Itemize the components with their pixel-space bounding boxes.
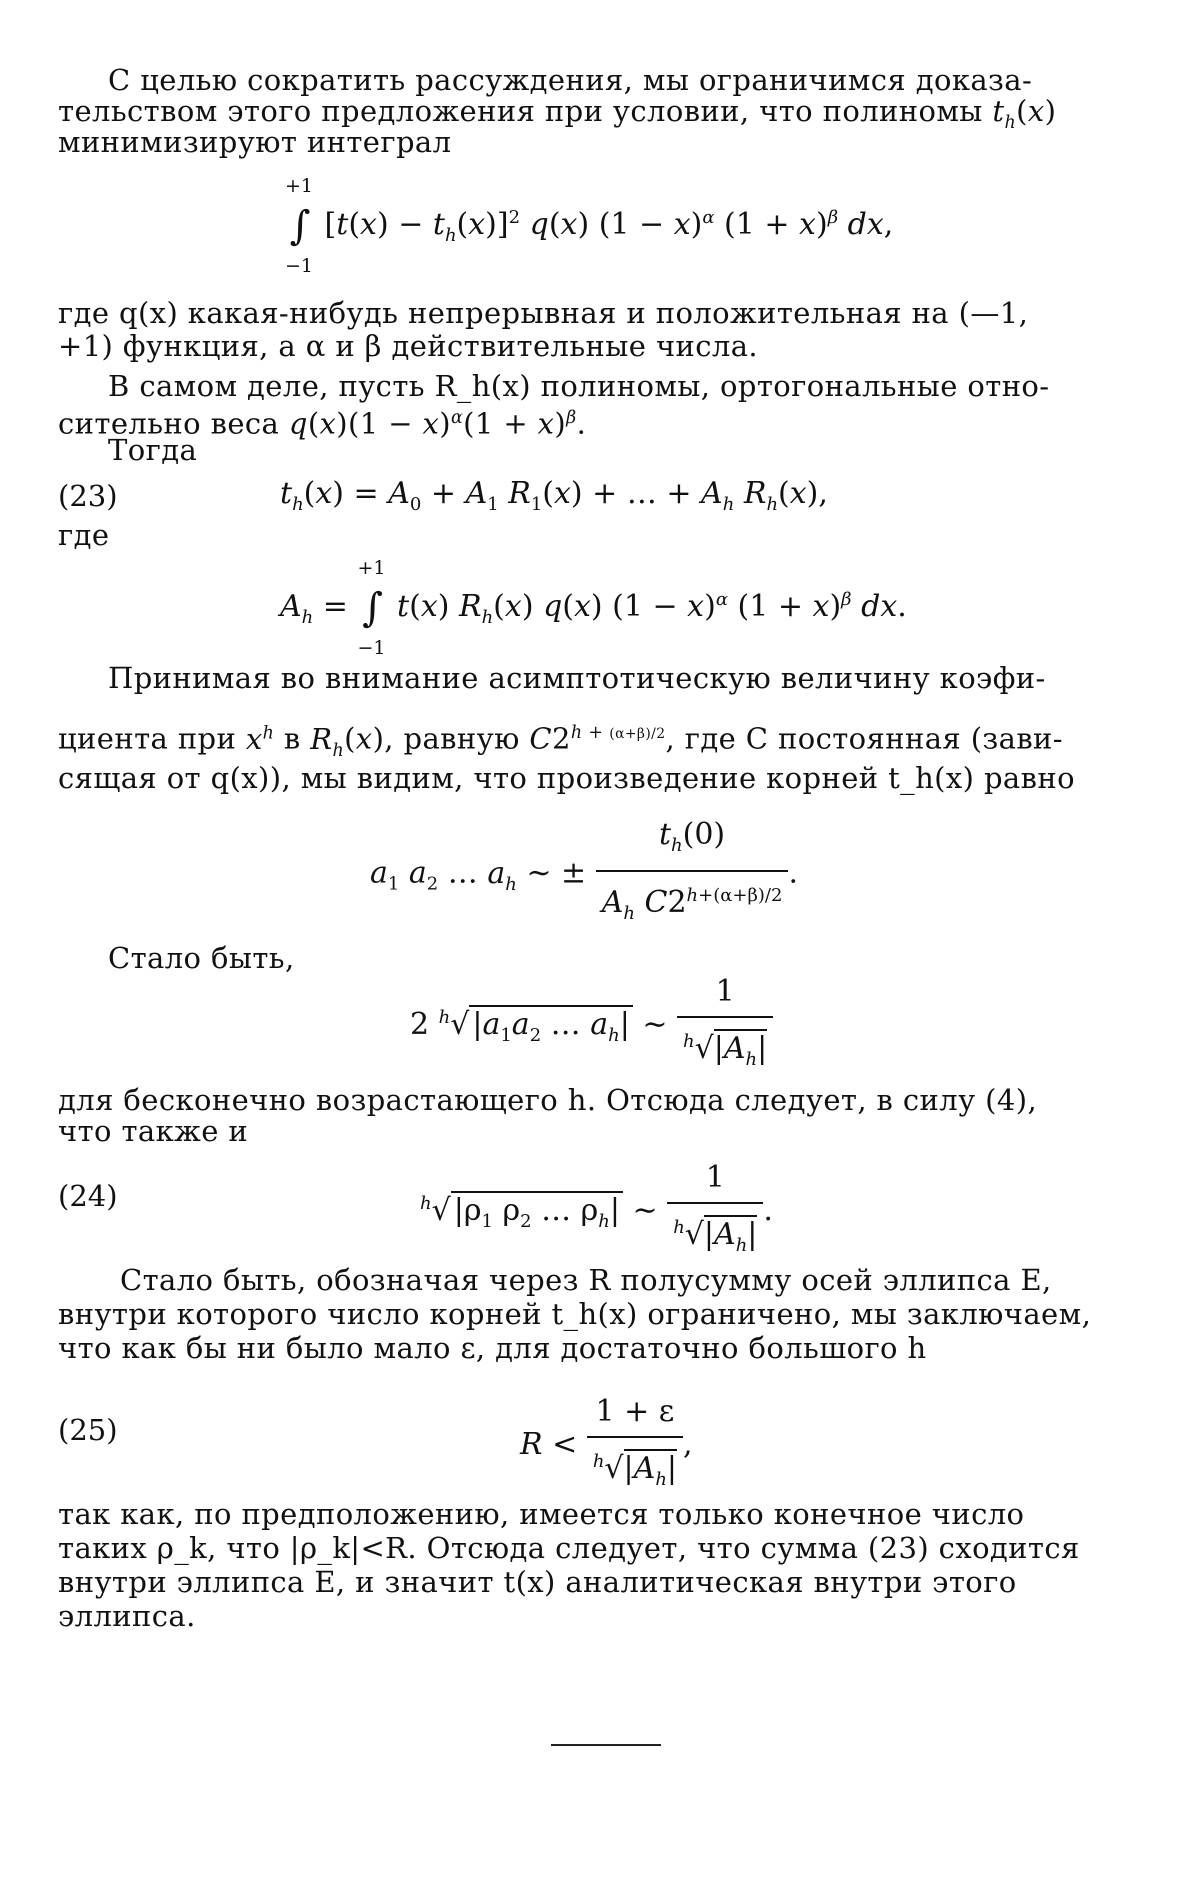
- equation-number: (23): [58, 479, 118, 513]
- text-line: для бесконечно возрастающего h. Отсюда следует, в силу (4),: [58, 1083, 1038, 1117]
- equation-23: $t_h(x) = A_0 + A_1$ $R_1(x)$ + … + $A_h$ $R_h(x)$,: [280, 476, 828, 515]
- root-formula: 2 $^h$√ $|a_1a_2$ … $a_h|$ ∼ $\frac{1}{^h√|A_h|}$: [410, 972, 773, 1080]
- text-line: так как, по предположению, имеется только конечное число: [58, 1497, 1025, 1531]
- equation-number: (25): [58, 1413, 118, 1447]
- integral-formula: +1 ∫ −1 $[t(x) - t_h(x)]^2$ q(x) $(1 - x)^\alpha$ $(1 + x)^\beta$ dx,: [285, 175, 894, 277]
- text-line: где: [58, 518, 110, 552]
- text-line: +1) функция, а α и β действительные числа.: [58, 329, 759, 363]
- text-line: С целью сократить рассуждения, мы ограничимся доказа-: [108, 63, 1033, 97]
- text-line: Стало быть, обозначая через R полусумму осей эллипса E,: [120, 1263, 1052, 1297]
- text-line: сительно веса $q(x)(1 - x)^\alpha(1 + x)^\beta$.: [58, 406, 587, 441]
- text-line: что как бы ни было мало ε, для достаточно большого h: [58, 1331, 927, 1365]
- text-line: где q(x) какая-нибудь непрерывная и положительная на (—1,: [58, 296, 1029, 330]
- text-line: внутри которого число корней t_h(x) ограничено, мы заключаем,: [58, 1297, 1092, 1331]
- section-divider: [551, 1744, 661, 1746]
- text-line: сящая от q(x)), мы видим, что произведение корней t_h(x) равно: [58, 761, 1075, 795]
- text-line: внутри эллипса E, и значит t(x) аналитическая внутри этого: [58, 1565, 1017, 1599]
- text-line: эллипса.: [58, 1599, 196, 1633]
- text-line: Принимая во внимание асимптотическую величину коэфи-: [108, 661, 1046, 695]
- equation-number: (24): [58, 1179, 118, 1213]
- equation-24: $^h$√ $|\rho_1$ $\rho_2$ … $\rho_h|$ ∼ $\frac{1}{^h√|A_h|}$ .: [420, 1160, 773, 1256]
- text-line: минимизируют интеграл: [58, 125, 452, 159]
- text-line: Тогда: [108, 433, 198, 467]
- product-formula: $a_1$ $a_2$ … $a_h$ ∼ ± $\frac{t_h(0)}{A_h C2^{h+(\alpha+\beta)/2}}$ .: [370, 817, 798, 924]
- coefficient-formula: $A_h$ = +1 ∫ −1 t(x) $R_h(x)$ q(x) $(1 - x)^\alpha$ $(1 + x)^\beta$ dx.: [280, 557, 907, 659]
- text-line: что также и: [58, 1114, 249, 1148]
- text-line: циента при $x^h$ в $R_h(x)$, равную $C2^{h + (\alpha+\beta)/2}$, где C постоянная (зави-: [58, 721, 1063, 761]
- text-line: таких ρ_k, что |ρ_k|<R. Отсюда следует, что сумма (23) сходится: [58, 1531, 1080, 1565]
- equation-25: R < $\frac{1 + \varepsilon}{^h√|A_h|}$ ,: [520, 1394, 693, 1490]
- text-line: тельством этого предложения при условии, что полиномы $t_h(x)$: [58, 94, 1057, 133]
- text-line: Стало быть,: [108, 941, 295, 975]
- text-line: В самом деле, пусть R_h(x) полиномы, ортогональные отно-: [108, 369, 1050, 403]
